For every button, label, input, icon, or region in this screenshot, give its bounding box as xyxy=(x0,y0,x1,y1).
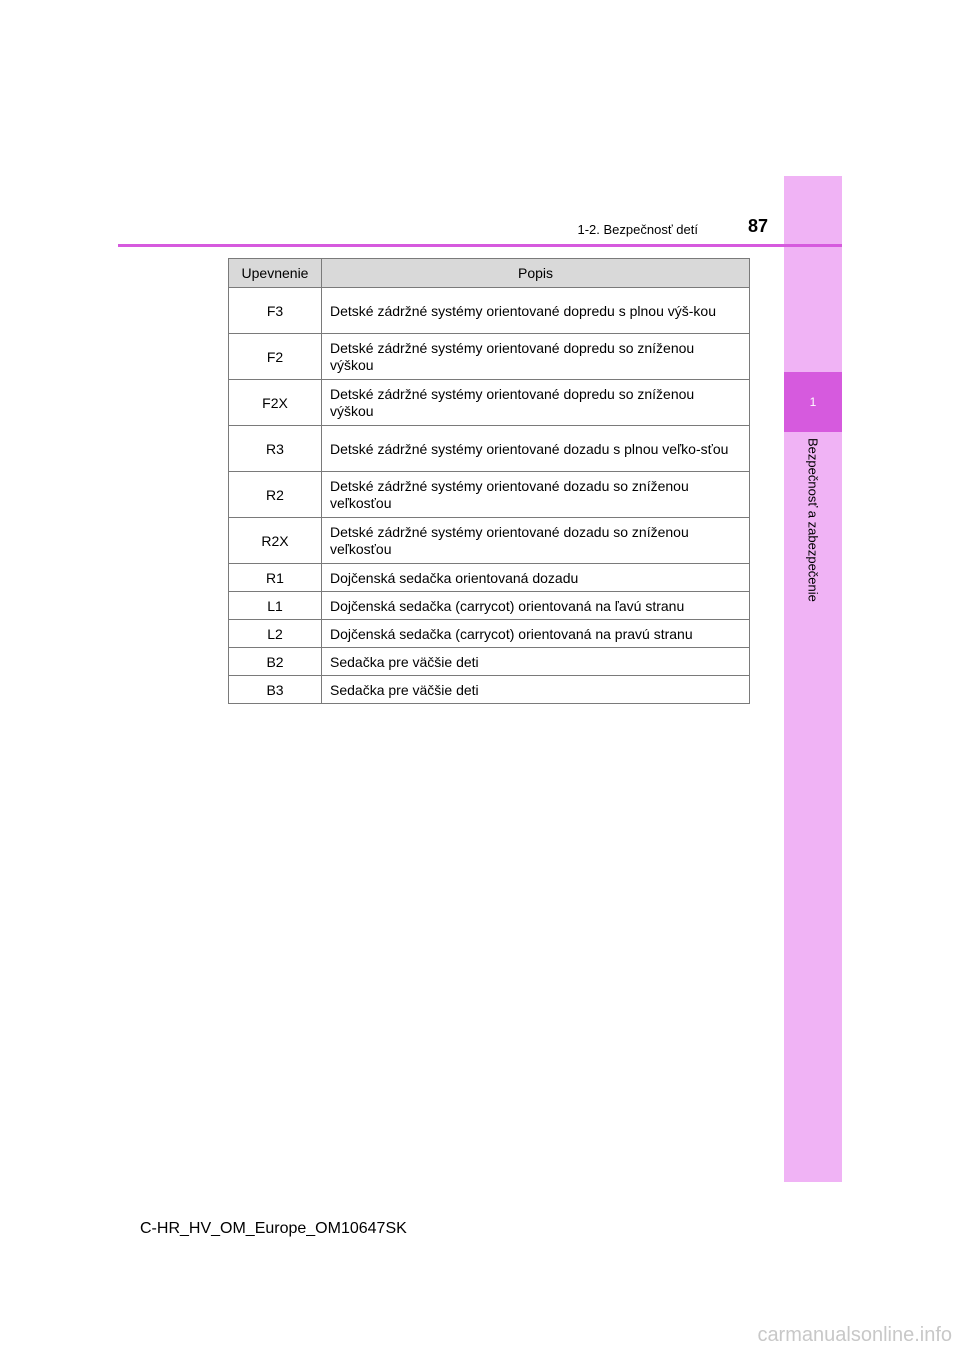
mount-code: R2 xyxy=(229,472,322,518)
table-row xyxy=(229,426,750,472)
mount-description: Detské zádržné systémy orientované dozadu s plnou veľko-sťou xyxy=(322,426,750,472)
chapter-side-tab xyxy=(784,176,842,1182)
column-header-mount: Upevnenie xyxy=(229,259,322,288)
table-row xyxy=(229,334,750,380)
table-row xyxy=(229,518,750,564)
mount-code: B2 xyxy=(229,648,322,676)
mount-description: Detské zádržné systémy orientované dozadu so zníženou veľkosťou xyxy=(322,518,750,564)
table-row xyxy=(229,380,750,426)
table-row xyxy=(229,472,750,518)
header-rule xyxy=(118,244,842,247)
chapter-number-badge xyxy=(784,372,842,432)
mount-code: F2X xyxy=(229,380,322,426)
mount-description: Detské zádržné systémy orientované dopredu so zníženou výškou xyxy=(322,380,750,426)
mount-code: B3 xyxy=(229,676,322,704)
chapter-title: Bezpečnosť a zabezpečenie xyxy=(805,438,821,602)
column-header-description: Popis xyxy=(322,259,750,288)
mount-description: Sedačka pre väčšie deti xyxy=(322,648,750,676)
mount-code: R3 xyxy=(229,426,322,472)
document-code: C-HR_HV_OM_Europe_OM10647SK xyxy=(140,1220,407,1237)
chapter-number: 1 xyxy=(809,395,817,409)
mount-description: Dojčenská sedačka orientovaná dozadu xyxy=(322,564,750,592)
mount-description: Dojčenská sedačka (carrycot) orientovaná na pravú stranu xyxy=(322,620,750,648)
mount-description: Detské zádržné systémy orientované dozadu so zníženou veľkosťou xyxy=(322,472,750,518)
mount-code: L1 xyxy=(229,592,322,620)
table-row xyxy=(229,592,750,620)
table-header-row xyxy=(229,259,750,288)
mount-description: Sedačka pre väčšie deti xyxy=(322,676,750,704)
mount-code: R2X xyxy=(229,518,322,564)
table-row xyxy=(229,620,750,648)
mount-description: Detské zádržné systémy orientované dopredu so zníženou výškou xyxy=(322,334,750,380)
mount-type-table xyxy=(228,258,750,704)
mount-code: R1 xyxy=(229,564,322,592)
table-row xyxy=(229,648,750,676)
table-row xyxy=(229,676,750,704)
page-number: 87 xyxy=(748,216,769,236)
mount-description: Dojčenská sedačka (carrycot) orientovaná na ľavú stranu xyxy=(322,592,750,620)
watermark: carmanualsonline.info xyxy=(757,1324,952,1346)
mount-code: F2 xyxy=(229,334,322,380)
mount-description: Detské zádržné systémy orientované dopredu s plnou výš-kou xyxy=(322,288,750,334)
table-row xyxy=(229,288,750,334)
table-row xyxy=(229,564,750,592)
section-title: 1-2. Bezpečnosť detí xyxy=(577,222,698,237)
mount-code: F3 xyxy=(229,288,322,334)
mount-code: L2 xyxy=(229,620,322,648)
